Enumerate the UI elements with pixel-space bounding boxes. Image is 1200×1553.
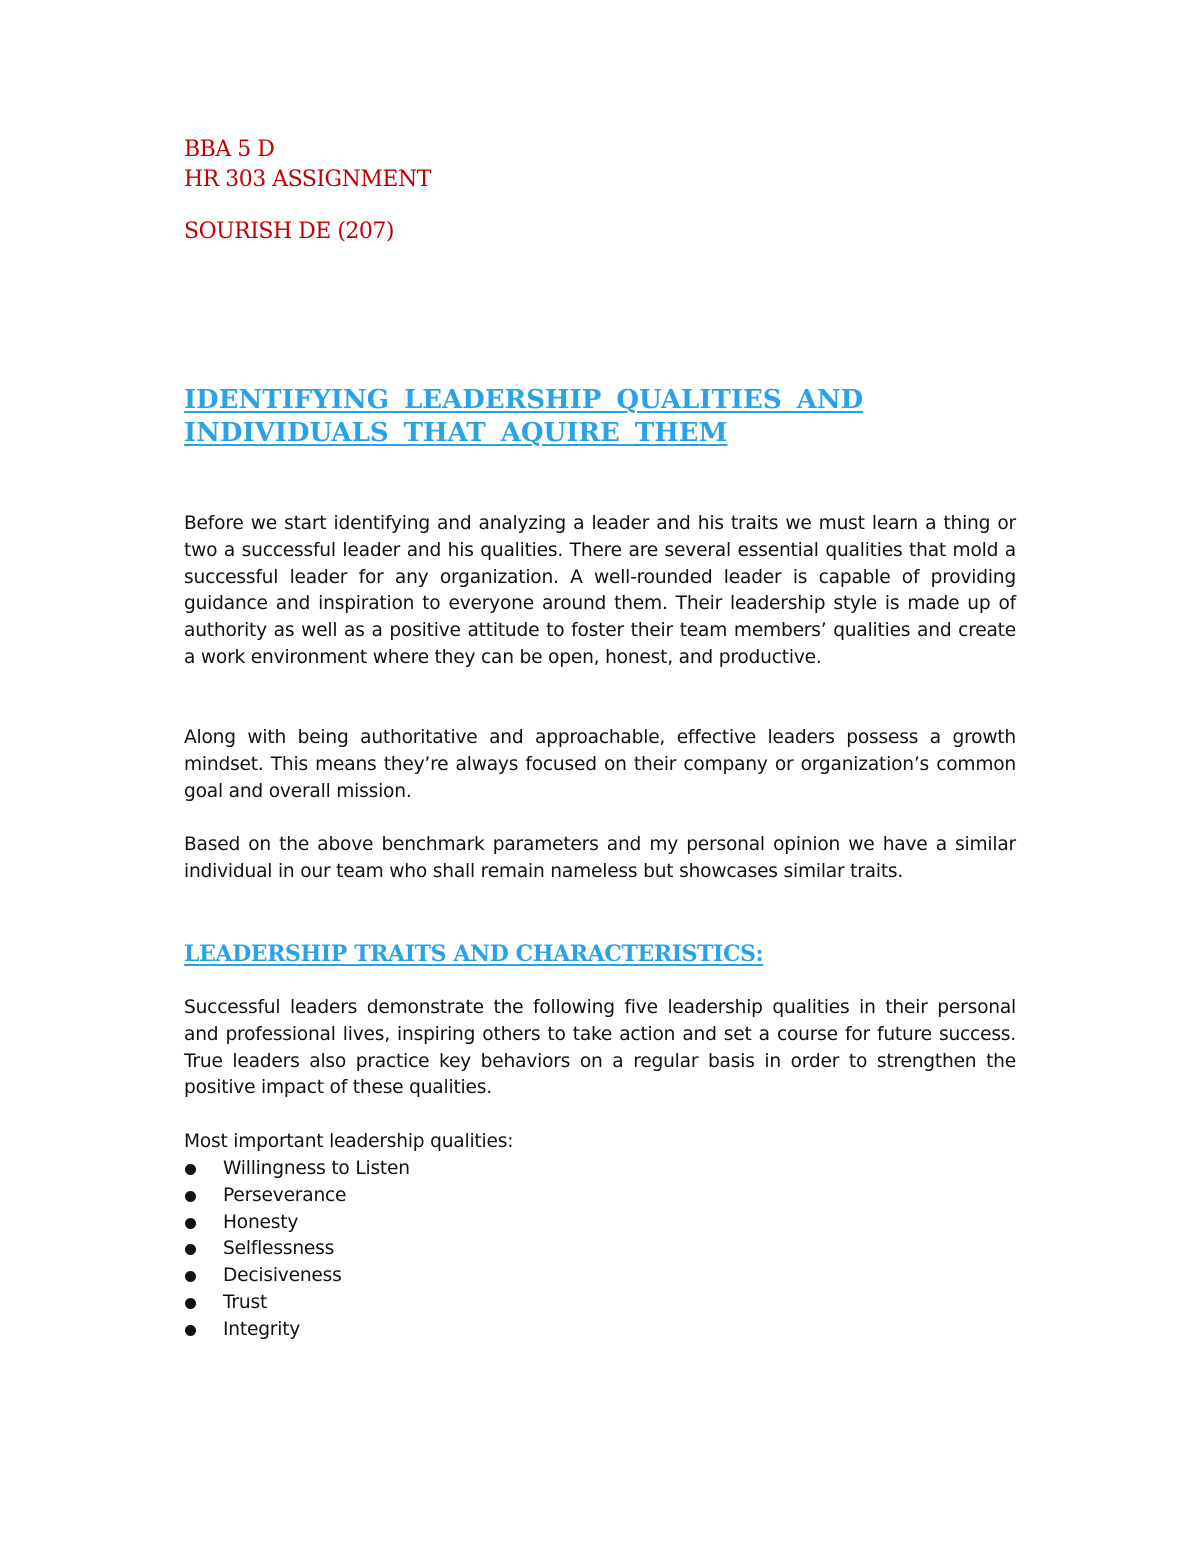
bullet-icon [185, 1298, 196, 1309]
bullet-icon [185, 1218, 196, 1229]
section-title: LEADERSHIP TRAITS AND CHARACTERISTICS: [184, 941, 764, 967]
list-item-label: Trust [223, 1291, 268, 1313]
main-title: IDENTIFYING LEADERSHIP QUALITIES AND INDIVIDUALS THAT AQUIRE THEM [184, 385, 864, 448]
list-item-label: Selflessness [223, 1238, 335, 1260]
document-header [184, 135, 431, 247]
list-item-label: Willingness to Listen [223, 1158, 410, 1179]
list-item-label: Integrity [223, 1318, 301, 1340]
bullet-icon [185, 1325, 196, 1336]
list-item-label: Decisiveness [223, 1265, 342, 1287]
list-intro: Most important leadership qualities: [184, 1131, 514, 1152]
class-line: BBA 5 D [184, 137, 275, 162]
bullet-icon [185, 1191, 196, 1202]
bullet-icon [185, 1271, 196, 1282]
bullet-icon [185, 1244, 196, 1255]
paragraph-benchmark: Based on the above benchmark parameters and my personal opinion we have a similar individual in our team who shall remain nameless but showcases similar traits. [184, 834, 1016, 882]
author-line: SOURISH DE (207) [184, 219, 395, 244]
paragraph-intro: Before we start identifying and analyzing a leader and his traits we must learn a thing or two a successful leader and his qualities. There are several essential qualities that mold a successful leader for any organization. A well-rounded leader is capable of providing guidance and inspiration to everyone around them. Their leadership style is made up of authority as well as a positive attitude to foster their team members’ qualities and create a work environment where they can be open, honest, and productive. [184, 513, 1016, 668]
paragraph-growth-mindset: Along with being authoritative and approachable, effective leaders possess a growth mindset. This means they’re always focused on their company or organization’s common goal and overall mission. [184, 727, 1016, 802]
assignment-line: HR 303 ASSIGNMENT [184, 167, 431, 192]
paragraph-traits: Successful leaders demonstrate the following five leadership qualities in their personal and professional lives, inspiring others to take action and set a course for future success. True leaders also practice key behaviors on a regular basis in order to strengthen the positive impact of these qualities. [184, 997, 1016, 1099]
bullet-icon [185, 1164, 196, 1175]
list-item-label: Honesty [223, 1211, 299, 1233]
list-item-label: Perseverance [223, 1184, 347, 1206]
